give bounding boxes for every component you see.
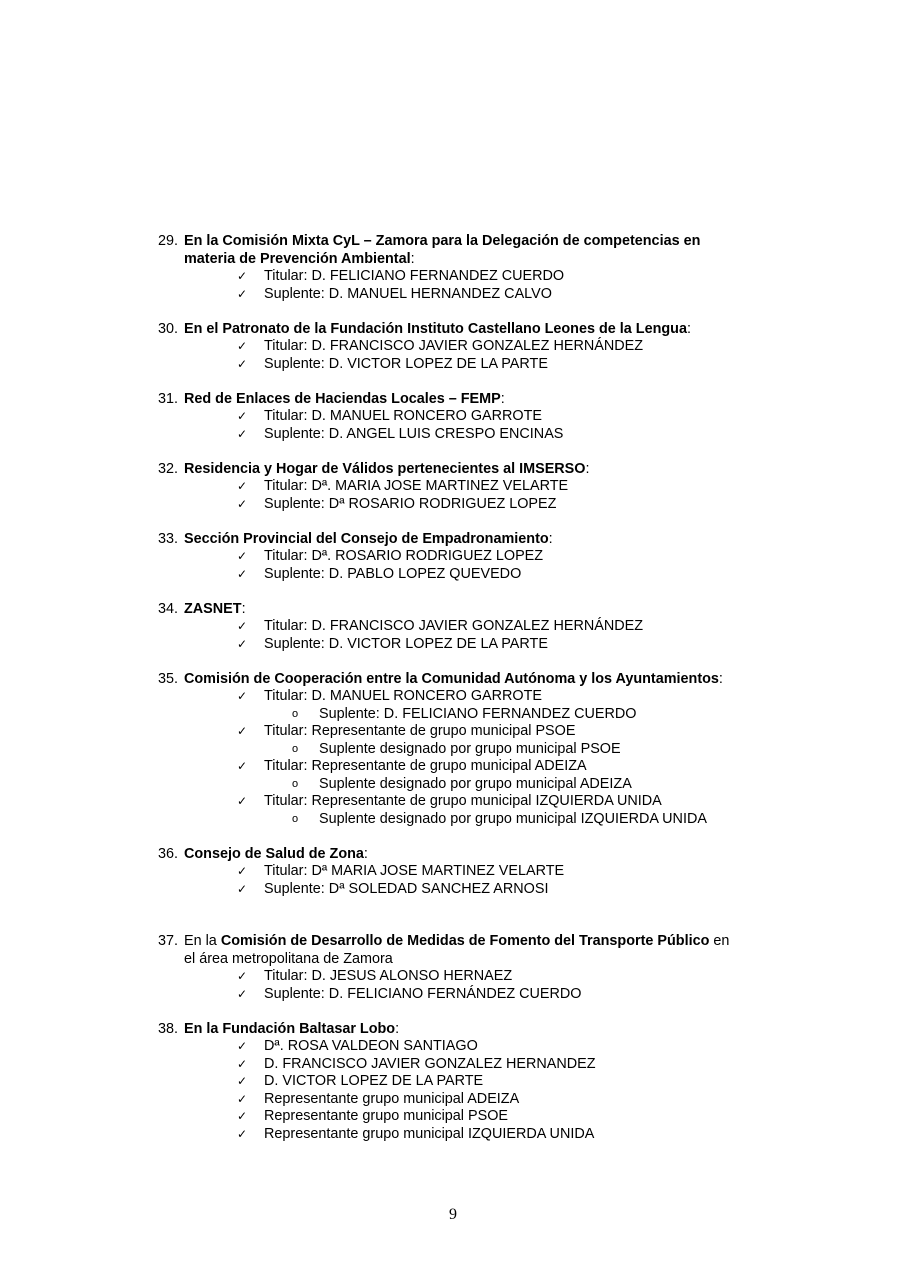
checkmark-icon: ✓: [237, 339, 248, 353]
list-item: ✓ D. VICTOR LOPEZ DE LA PARTE: [237, 1073, 484, 1089]
section-number: 30.: [158, 320, 179, 337]
document-body: [0, 233, 906, 1161]
checkmark-icon: ✓: [237, 619, 248, 633]
section-heading: Comisión de Desarrollo de Medidas de Fomento del Transporte Público: [220, 933, 710, 949]
list-item: ✓ Representante grupo municipal ADEIZA: [237, 1090, 520, 1107]
checkmark-icon: ✓: [237, 1091, 248, 1106]
list-item: ✓ Suplente: Dª SOLEDAD SANCHEZ ARNOSI: [237, 880, 549, 897]
checkmark-icon: ✓: [237, 566, 248, 581]
list-item: ✓ Suplente: D. VICTOR LOPEZ DE LA PARTE: [237, 355, 548, 372]
checkmark-icon: ✓: [237, 479, 248, 493]
list-item: ✓ Titular: D. MANUEL RONCERO GARROTE: [237, 688, 542, 704]
section-number: 37.: [158, 933, 179, 949]
list-item: ✓ Suplente: Dª ROSARIO RODRIGUEZ LOPEZ: [237, 495, 557, 512]
list-item: ✓ Dª. ROSA VALDEON SANTIAGO: [237, 1038, 478, 1054]
list-item: ✓ Titular: Representante de grupo municipal ADEIZA: [237, 758, 587, 774]
checkmark-icon: ✓: [237, 1039, 248, 1053]
section-heading: ZASNET: [184, 600, 242, 617]
list-item: ✓ Titular: D. FELICIANO FERNANDEZ CUERDO: [237, 268, 565, 284]
checkmark-icon: ✓: [237, 426, 248, 441]
section-heading: Sección Provincial del Consejo de Empadronamiento: [184, 530, 549, 547]
checkmark-icon: ✓: [237, 794, 248, 808]
list-item: ✓ Titular: D. FRANCISCO JAVIER GONZALEZ HERNÁNDEZ: [237, 618, 643, 634]
section-32: 32. Residencia y Hogar de Válidos pertenecientes al IMSERSO: ✓ Titular: Dª. MARIA JOSE MARTINEZ VELARTE ✓ Suplente: Dª ROSARIO RODRIGUEZ LOPEZ: [0, 461, 906, 514]
checkmark-icon: ✓: [237, 549, 248, 563]
checkmark-icon: ✓: [237, 1074, 248, 1088]
list-item: ✓ Suplente: D. VICTOR LOPEZ DE LA PARTE: [237, 635, 548, 652]
list-item: ✓ Representante grupo municipal IZQUIERDA UNIDA: [237, 1125, 595, 1142]
section-heading: Consejo de Salud de Zona: [184, 845, 364, 862]
section-number: 31.: [158, 390, 179, 407]
checkmark-icon: ✓: [237, 1056, 248, 1071]
section-number: 33.: [158, 530, 179, 547]
checkmark-icon: ✓: [237, 881, 248, 896]
list-item: ✓ Titular: Representante de grupo municipal PSOE: [237, 723, 576, 739]
checkmark-icon: ✓: [237, 1126, 248, 1141]
list-item: ✓ Titular: Dª. ROSARIO RODRIGUEZ LOPEZ: [237, 548, 544, 564]
circle-bullet-icon: o: [292, 777, 299, 790]
section-number: 38.: [158, 1020, 179, 1037]
list-item: ✓ Representante grupo municipal PSOE: [237, 1108, 508, 1124]
checkmark-icon: ✓: [237, 1109, 248, 1123]
checkmark-icon: ✓: [237, 864, 248, 878]
checkmark-icon: ✓: [237, 689, 248, 703]
section-number: 36.: [158, 845, 179, 862]
section-31: 31. Red de Enlaces de Haciendas Locales – FEMP: ✓ Titular: D. MANUEL RONCERO GARROTE ✓ Suplente: D. ANGEL LUIS CRESPO ENCINAS: [0, 391, 906, 444]
checkmark-icon: ✓: [237, 759, 248, 773]
section-heading: Red de Enlaces de Haciendas Locales – FEMP: [184, 390, 501, 407]
section-35: 35. Comisión de Cooperación entre la Comunidad Autónoma y los Ayuntamientos: ✓ Titular: D. MANUEL RONCERO GARROTE o Suplente: D. FELICIANO FERNANDEZ CUERDO ✓ Titular: Representante de grupo municipal PSOE o Suplente designado por grupo municipal PSOE ✓ Titular: Representante de grupo municipal ADEIZA o Suplente designado por grupo municipal ADEIZA ✓ Titular: Representante de grupo municipal IZQUIERDA UNIDA o Suplente designado por grupo municipal IZQUIERDA UNIDA: [0, 671, 906, 829]
section-number: 29.: [158, 233, 179, 249]
section-heading-continued: el área metropolitana de Zamora: [184, 950, 393, 967]
list-item: ✓ Titular: Dª. MARIA JOSE MARTINEZ VELARTE: [237, 478, 569, 494]
checkmark-icon: ✓: [237, 724, 248, 738]
section-29: 29. En la Comisión Mixta CyL – Zamora para la Delegación de competencias en materia de Prevención Ambiental: ✓ Titular: D. FELICIANO FERNANDEZ CUERDO ✓ Suplente: D. MANUEL HERNANDEZ CALVO: [0, 233, 906, 303]
checkmark-icon: ✓: [237, 286, 248, 301]
circle-bullet-icon: o: [292, 742, 299, 755]
list-item: ✓ Titular: Dª MARIA JOSE MARTINEZ VELARTE: [237, 863, 565, 879]
sub-list-item: o Suplente designado por grupo municipal ADEIZA: [292, 775, 632, 792]
section-33: 33. Sección Provincial del Consejo de Empadronamiento: ✓ Titular: Dª. ROSARIO RODRIGUEZ LOPEZ ✓ Suplente: D. PABLO LOPEZ QUEVEDO: [0, 531, 906, 584]
checkmark-icon: ✓: [237, 356, 248, 371]
section-number: 32.: [158, 460, 179, 477]
section-37: 37. En la Comisión de Desarrollo de Medidas de Fomento del Transporte Público en el área metropolitana de Zamora ✓ Titular: D. JESUS ALONSO HERNAEZ ✓ Suplente: D. FELICIANO FERNÁNDEZ CUERDO: [0, 933, 906, 1003]
page-number: 9: [449, 1206, 457, 1223]
list-item: ✓ Titular: D. FRANCISCO JAVIER GONZALEZ HERNÁNDEZ: [237, 338, 643, 354]
section-38: 38. En la Fundación Baltasar Lobo: ✓ Dª. ROSA VALDEON SANTIAGO ✓ D. FRANCISCO JAVIER GONZALEZ HERNANDEZ ✓ D. VICTOR LOPEZ DE LA PARTE ✓ Representante grupo municipal ADEIZA ✓ Representante grupo municipal PSOE ✓ Representante grupo municipal IZQUIERDA UNIDA: [0, 1021, 906, 1144]
section-number: 35.: [158, 670, 179, 687]
section-heading: En el Patronato de la Fundación Instituto Castellano Leones de la Lengua: [184, 320, 687, 337]
section-heading: En la Comisión Mixta CyL – Zamora para la Delegación de competencias en: [184, 233, 701, 249]
checkmark-icon: ✓: [237, 986, 248, 1001]
list-item: ✓ Titular: D. JESUS ALONSO HERNAEZ: [237, 968, 513, 984]
section-heading: Comisión de Cooperación entre la Comunidad Autónoma y los Ayuntamientos: [184, 670, 719, 687]
list-item: ✓ Suplente: D. PABLO LOPEZ QUEVEDO: [237, 565, 522, 582]
section-heading-continued: materia de Prevención Ambiental: [184, 250, 411, 267]
checkmark-icon: ✓: [237, 496, 248, 511]
list-item: ✓ Suplente: D. MANUEL HERNANDEZ CALVO: [237, 285, 552, 302]
list-item: ✓ Suplente: D. FELICIANO FERNÁNDEZ CUERDO: [237, 985, 582, 1002]
checkmark-icon: ✓: [237, 636, 248, 651]
sub-list-item: o Suplente designado por grupo municipal IZQUIERDA UNIDA: [292, 810, 707, 827]
circle-bullet-icon: o: [292, 707, 299, 720]
sub-list-item: o Suplente: D. FELICIANO FERNANDEZ CUERDO: [292, 705, 637, 722]
section-30: 30. En el Patronato de la Fundación Instituto Castellano Leones de la Lengua: ✓ Titular: D. FRANCISCO JAVIER GONZALEZ HERNÁNDEZ ✓ Suplente: D. VICTOR LOPEZ DE LA PARTE: [0, 321, 906, 374]
section-heading: Residencia y Hogar de Válidos pertenecientes al IMSERSO: [184, 460, 586, 477]
list-item: ✓ Suplente: D. ANGEL LUIS CRESPO ENCINAS: [237, 425, 564, 442]
section-heading: En la Fundación Baltasar Lobo: [184, 1020, 396, 1037]
list-item: ✓ D. FRANCISCO JAVIER GONZALEZ HERNANDEZ: [237, 1055, 596, 1072]
sub-list-item: o Suplente designado por grupo municipal PSOE: [292, 740, 621, 757]
section-number: 34.: [158, 600, 179, 617]
checkmark-icon: ✓: [237, 409, 248, 423]
list-item: ✓ Titular: D. MANUEL RONCERO GARROTE: [237, 408, 542, 424]
section-34: 34. ZASNET: ✓ Titular: D. FRANCISCO JAVIER GONZALEZ HERNÁNDEZ ✓ Suplente: D. VICTOR LOPEZ DE LA PARTE: [0, 601, 906, 654]
section-36: 36. Consejo de Salud de Zona: ✓ Titular: Dª MARIA JOSE MARTINEZ VELARTE ✓ Suplente: Dª SOLEDAD SANCHEZ ARNOSI: [0, 846, 906, 899]
checkmark-icon: ✓: [237, 269, 248, 283]
checkmark-icon: ✓: [237, 969, 248, 983]
circle-bullet-icon: o: [292, 812, 299, 825]
list-item: ✓ Titular: Representante de grupo municipal IZQUIERDA UNIDA: [237, 793, 662, 809]
